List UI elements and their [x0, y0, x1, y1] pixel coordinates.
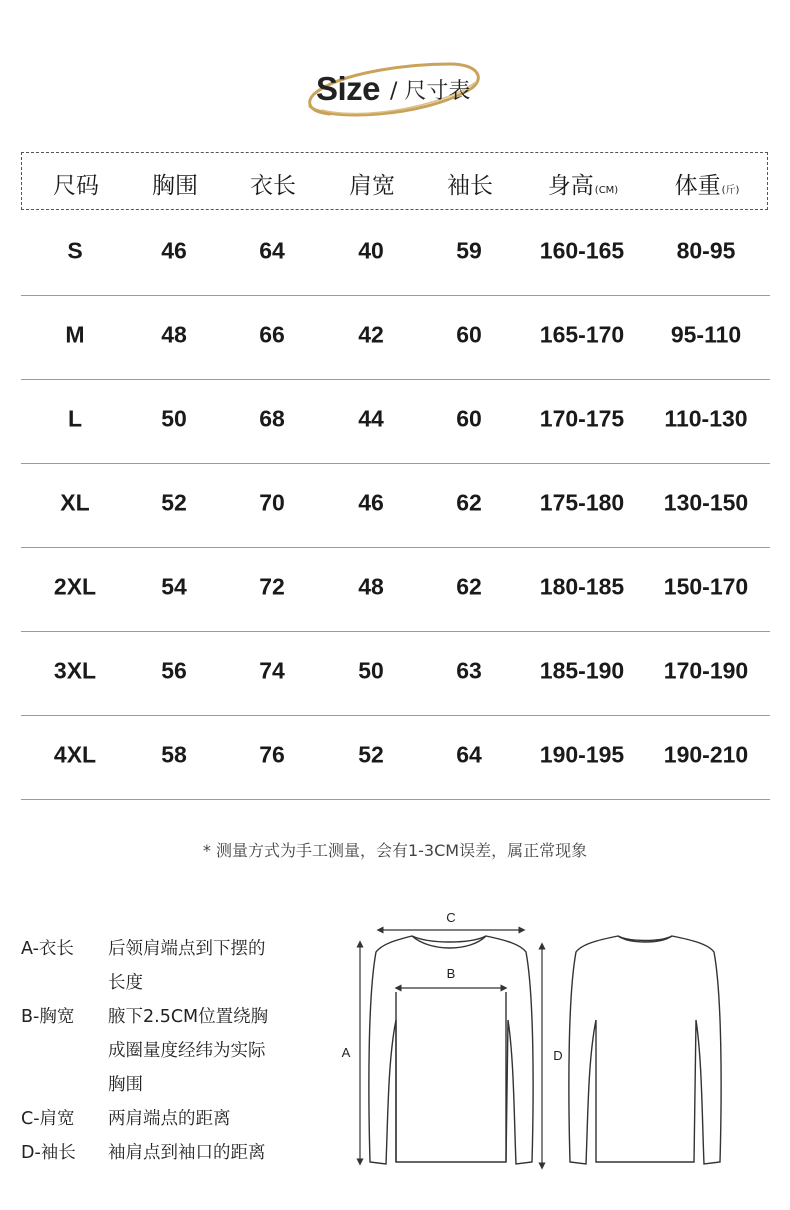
- cell-shoulder: 40: [358, 237, 384, 264]
- cell-sleeve: 60: [456, 321, 482, 348]
- cell-sleeve: 59: [456, 237, 482, 264]
- cell-length: 74: [259, 657, 285, 684]
- table-row: [21, 632, 770, 716]
- cell-sleeve: 64: [456, 741, 482, 768]
- cell-height: 190-195: [539, 741, 625, 768]
- cell-size: L: [67, 405, 83, 432]
- header-size: 尺码: [53, 173, 99, 199]
- shirt-back-icon: [569, 936, 721, 1164]
- cell-weight: 80-95: [676, 237, 736, 264]
- cell-sleeve: 63: [456, 657, 482, 684]
- cell-sleeve: 62: [456, 489, 482, 516]
- header-height: 身高(CM): [547, 173, 619, 199]
- table-row: [21, 380, 770, 464]
- legend-text: 两肩端点的距离: [108, 1109, 231, 1129]
- label-c: C: [446, 910, 456, 925]
- cell-size: XL: [60, 489, 90, 516]
- table-row: [21, 716, 770, 800]
- header-height-unit: (CM): [594, 185, 619, 196]
- garment-measurement-diagram: [330, 900, 770, 1180]
- legend-key: D-袖长: [21, 1143, 76, 1163]
- cell-chest: 58: [161, 741, 187, 768]
- table-header: [21, 152, 768, 210]
- cell-height: 165-170: [539, 321, 625, 348]
- size-title: [0, 50, 790, 130]
- header-shoulder: 肩宽: [349, 173, 395, 199]
- header-weight-unit: (斤): [721, 185, 740, 196]
- cell-height: 170-175: [539, 405, 625, 432]
- cell-length: 66: [259, 321, 285, 348]
- table-row: [21, 548, 770, 632]
- table-row: [21, 296, 770, 380]
- cell-length: 72: [259, 573, 285, 600]
- cell-shoulder: 48: [358, 573, 384, 600]
- cell-size: 4XL: [53, 741, 97, 768]
- cell-chest: 48: [161, 321, 187, 348]
- cell-length: 70: [259, 489, 285, 516]
- cell-shoulder: 46: [358, 489, 384, 516]
- cell-size: M: [65, 321, 85, 348]
- cell-weight: 95-110: [670, 321, 742, 348]
- label-d: D: [553, 1048, 563, 1063]
- cell-sleeve: 60: [456, 405, 482, 432]
- legend-text: 袖肩点到袖口的距离: [108, 1143, 266, 1163]
- cell-weight: 130-150: [663, 489, 749, 516]
- legend-text: 成圈量度经纬为实际: [108, 1041, 266, 1061]
- legend-key: A-衣长: [21, 939, 74, 959]
- cell-chest: 54: [161, 573, 187, 600]
- title-subtitle: [390, 74, 470, 105]
- cell-weight: 110-130: [664, 405, 748, 432]
- title-sub-text: 尺寸表: [404, 79, 471, 104]
- cell-chest: 52: [161, 489, 187, 516]
- cell-height: 175-180: [539, 489, 625, 516]
- cell-weight: 150-170: [663, 573, 749, 600]
- label-a: A: [341, 1045, 351, 1060]
- cell-size: 3XL: [53, 657, 97, 684]
- cell-chest: 56: [161, 657, 187, 684]
- cell-length: 76: [259, 741, 285, 768]
- cell-shoulder: 50: [358, 657, 384, 684]
- table-row: [21, 464, 770, 548]
- title-separator: /: [390, 79, 398, 104]
- measurement-note: * 测量方式为手工测量，会有1-3CM误差，属正常现象: [202, 841, 588, 860]
- legend-text: 胸围: [108, 1075, 143, 1095]
- table-row: [21, 212, 770, 296]
- legend-key: C-肩宽: [21, 1109, 75, 1129]
- cell-shoulder: 42: [358, 321, 384, 348]
- cell-weight: 190-210: [663, 741, 749, 768]
- cell-chest: 50: [161, 405, 187, 432]
- legend-text: 腋下2.5CM位置绕胸: [108, 1007, 269, 1027]
- cell-shoulder: 52: [358, 741, 384, 768]
- cell-shoulder: 44: [358, 405, 384, 432]
- cell-length: 68: [259, 405, 285, 432]
- header-weight: 体重(斤): [674, 173, 740, 199]
- cell-height: 180-185: [539, 573, 625, 600]
- cell-size: 2XL: [53, 573, 97, 600]
- cell-height: 160-165: [539, 237, 625, 264]
- cell-height: 185-190: [539, 657, 625, 684]
- legend-key: B-胸宽: [21, 1007, 75, 1027]
- cell-chest: 46: [161, 237, 187, 264]
- cell-size: S: [67, 237, 83, 264]
- label-b: B: [446, 966, 456, 981]
- header-length: 衣长: [250, 173, 296, 199]
- cell-sleeve: 62: [456, 573, 482, 600]
- cell-weight: 170-190: [663, 657, 749, 684]
- legend-text: 长度: [108, 973, 143, 993]
- header-sleeve: 袖长: [447, 173, 493, 199]
- cell-length: 64: [259, 237, 285, 264]
- title-main: Size: [316, 70, 381, 107]
- header-chest: 胸围: [152, 173, 198, 199]
- legend-text: 后领肩端点到下摆的: [108, 939, 266, 959]
- table-body: [21, 212, 770, 800]
